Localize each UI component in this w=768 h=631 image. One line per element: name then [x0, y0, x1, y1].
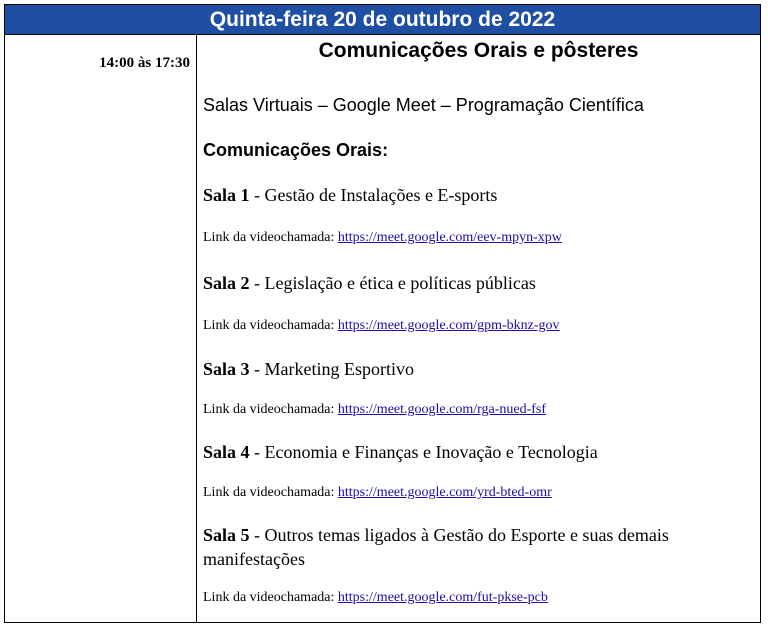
sala-topic: - Legislação e ética e políticas públicas: [249, 273, 536, 293]
sala-item: [203, 440, 743, 464]
sala-link-line: [203, 485, 552, 501]
sala-topic: - Marketing Esportivo: [249, 359, 414, 379]
sala-topic: - Gestão de Instalações e E-sports: [249, 185, 498, 205]
sala-link-line: [203, 230, 562, 246]
orals-heading: Comunicações Orais:: [203, 140, 389, 160]
sala-link-line: [203, 318, 560, 334]
session-time: 14:00 às 17:30: [99, 55, 190, 71]
time-column: [5, 35, 197, 622]
session-content: [203, 35, 754, 622]
sala-topic: - Outros temas ligados à Gestão do Esporte e suas demais manifestações: [203, 525, 669, 569]
link-label: Link da videochamada:: [203, 230, 335, 245]
sala-name: Sala 1: [203, 185, 250, 205]
meet-link[interactable]: https://meet.google.com/rga-nued-fsf: [337, 402, 547, 417]
date-header: Quinta-feira 20 de outubro de 2022: [5, 5, 760, 35]
link-label: Link da videochamada:: [203, 485, 335, 500]
meet-link[interactable]: https://meet.google.com/fut-pkse-pcb: [337, 590, 548, 605]
meet-link[interactable]: https://meet.google.com/yrd-bted-omr: [337, 485, 552, 500]
section-title: Comunicações Orais e pôsteres: [318, 39, 639, 62]
link-label: Link da videochamada:: [203, 590, 335, 605]
sala-name: Sala 3: [203, 359, 250, 379]
meet-link[interactable]: https://meet.google.com/gpm-bknz-gov: [337, 318, 560, 333]
schedule-table: [4, 4, 761, 623]
link-label: Link da videochamada:: [203, 318, 335, 333]
sala-link-line: [203, 402, 546, 418]
sala-name: Sala 4: [203, 442, 250, 462]
section-subtitle: Salas Virtuais – Google Meet – Programação Científica: [203, 95, 644, 115]
sala-topic: - Economia e Finanças e Inovação e Tecnologia: [249, 442, 598, 462]
link-label: Link da videochamada:: [203, 402, 335, 417]
sala-item: [203, 271, 743, 295]
session-row: [5, 35, 760, 622]
sala-name: Sala 2: [203, 273, 250, 293]
sala-item: [203, 523, 743, 571]
sala-name: Sala 5: [203, 525, 250, 545]
sala-item: [203, 357, 743, 381]
meet-link[interactable]: https://meet.google.com/eev-mpyn-xpw: [337, 230, 562, 245]
sala-link-line: [203, 590, 548, 606]
sala-item: [203, 183, 743, 207]
